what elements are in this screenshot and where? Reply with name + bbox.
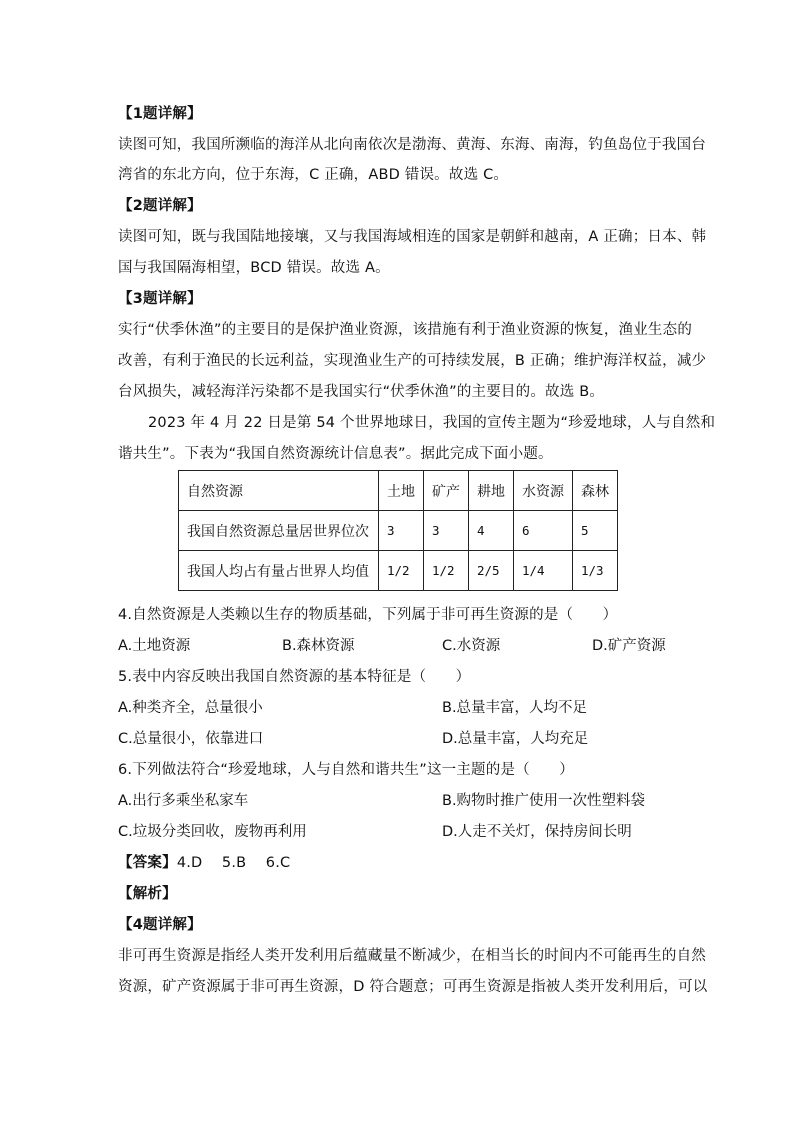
table-header-cell: 土地: [379, 471, 424, 511]
table-cell: 1/2: [424, 551, 469, 591]
table-row: [179, 511, 618, 551]
table-header-cell: 水资源: [514, 471, 573, 511]
q6-stem: 6.下列做法符合“珍爱地球，人与自然和谐共生”这一主题的是（ ）: [118, 762, 574, 778]
table-cell: 我国人均占有量占世界人均值: [179, 551, 379, 591]
table-cell: 3: [424, 511, 469, 551]
q3-text-line2: 改善，有利于渔民的长远利益，实现渔业生产的可持续发展，B 正确；维护海洋权益，减少: [118, 353, 707, 369]
q6-option-a: A.出行多乘坐私家车: [118, 793, 249, 809]
table-cell: 4: [469, 511, 514, 551]
q3-heading: 【3题详解】: [118, 291, 202, 307]
table-cell: 6: [514, 511, 573, 551]
q2-text-line2: 国与我国隔海相望，BCD 错误。故选 A。: [118, 260, 390, 276]
table-header-cell: 森林: [573, 471, 618, 511]
q5-option-d: D.总量丰富，人均充足: [442, 731, 589, 747]
table-header-row: [179, 471, 618, 511]
table-cell: 5: [573, 511, 618, 551]
q6-option-c: C.垃圾分类回收，废物再利用: [118, 824, 307, 840]
answer-line: [118, 853, 290, 873]
table-cell: 1/4: [514, 551, 573, 591]
q4-option-c: C.水资源: [442, 638, 501, 654]
q4-option-d: D.矿产资源: [592, 638, 666, 654]
q4-stem: 4.自然资源是人类赖以生存的物质基础，下列属于非可再生资源的是（ ）: [118, 607, 618, 623]
table-row: [179, 551, 618, 591]
intro-line1: 2023 年 4 月 22 日是第 54 个世界地球日，我国的宣传主题为“珍爱地球，人与自然和: [148, 415, 716, 431]
q4-heading: 【4题详解】: [118, 917, 202, 933]
intro-line2: 谐共生”。下表为“我国自然资源统计信息表”。据此完成下面小题。: [118, 446, 553, 462]
q6-option-d: D.人走不关灯，保持房间长明: [442, 824, 632, 840]
q1-text-line1: 读图可知，我国所濒临的海洋从北向南依次是渤海、黄海、东海、南海，钓鱼岛位于我国台: [118, 137, 706, 153]
table-cell: 3: [379, 511, 424, 551]
q2-text-line1: 读图可知，既与我国陆地接壤，又与我国海域相连的国家是朝鲜和越南，A 正确；日本、韩: [118, 229, 707, 245]
q6-option-b: B.购物时推广使用一次性塑料袋: [442, 793, 646, 809]
q5-option-c: C.总量很小，依靠进口: [118, 731, 264, 747]
q1-text-line2: 湾省的东北方向，位于东海，C 正确，ABD 错误。故选 C。: [118, 167, 509, 183]
table-header-cell: 自然资源: [179, 471, 379, 511]
resource-table: [178, 470, 618, 591]
table-cell: 2/5: [469, 551, 514, 591]
table-cell: 我国自然资源总量居世界位次: [179, 511, 379, 551]
q4-option-b: B.森林资源: [282, 638, 355, 654]
q5-option-b: B.总量丰富，人均不足: [442, 700, 588, 716]
q2-heading: 【2题详解】: [118, 198, 202, 214]
q4-text-line1: 非可再生资源是指经人类开发利用后蕴藏量不断减少，在相当长的时间内不可能再生的自然: [118, 948, 706, 964]
analysis-label: 【解析】: [118, 886, 177, 902]
q1-heading: 【1题详解】: [118, 106, 202, 122]
q5-stem: 5.表中内容反映出我国自然资源的基本特征是（ ）: [118, 669, 471, 685]
answer-label: 【答案】: [118, 855, 177, 871]
table-cell: 1/2: [379, 551, 424, 591]
q3-text-line1: 实行“伏季休渔”的主要目的是保护渔业资源，该措施有利于渔业资源的恢复，渔业生态的: [118, 322, 693, 338]
q4-text-line2: 资源，矿产资源属于非可再生资源，D 符合题意；可再生资源是指被人类开发利用后，可以: [118, 979, 708, 995]
q5-option-a: A.种类齐全，总量很小: [118, 700, 263, 716]
q3-text-line3: 台风损失，减轻海洋污染都不是我国实行“伏季休渔”的主要目的。故选 B。: [118, 384, 605, 400]
table-header-cell: 耕地: [469, 471, 514, 511]
table-cell: 1/3: [573, 551, 618, 591]
q4-option-a: A.土地资源: [118, 638, 191, 654]
answer-values: 4.D 5.B 6.C: [176, 855, 291, 871]
table-header-cell: 矿产: [424, 471, 469, 511]
